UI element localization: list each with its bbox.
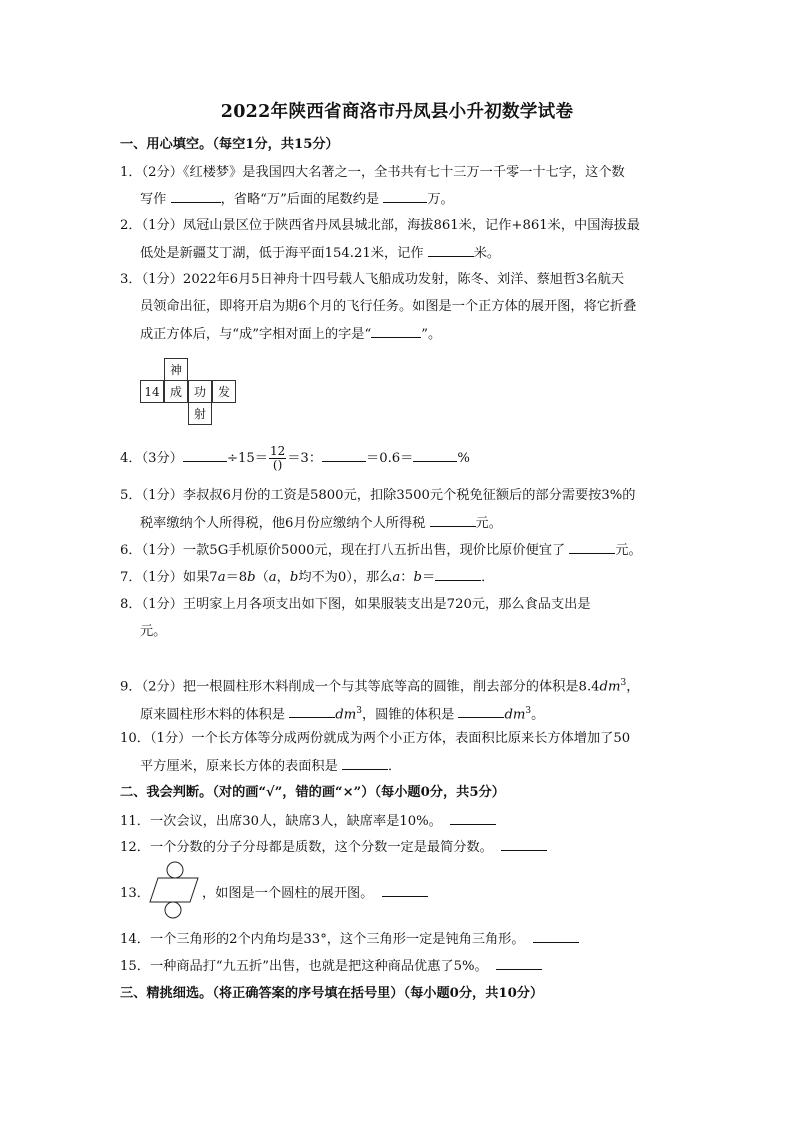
question-11: 11．一次会议，出席30人，缺席3人，缺席率是10%。 [120,812,496,831]
question-2-line-2: 低处是新疆艾丁湖，低于海平面154.21米，记作 米。 [140,246,501,261]
answer-blank[interactable] [533,930,579,943]
cylinder-net-figure [146,860,202,920]
answer-blank[interactable] [413,449,457,462]
question-13: 13． ，如图是一个圆柱的展开图。 [120,884,428,903]
top-circle [167,862,183,878]
answer-blank[interactable] [382,884,428,897]
answer-blank[interactable] [171,190,221,203]
section-1-heading: 一、用心填空。（每空1分，共15分） [120,137,339,152]
net-cell-left: 14 [140,380,164,403]
question-8-line-2: 元。 [140,624,167,639]
net-cell-top: 神 [164,358,188,381]
question-3-line-3: 成正方体后，与“成”字相对面上的字是“ ”。 [140,327,442,342]
question-2-line-1: 2．（1分）凤冠山景区位于陕西省丹凤县城北部，海拔861米，记作+861米，中国海拔最 [120,218,640,233]
answer-blank[interactable] [342,757,388,770]
answer-blank[interactable] [322,449,366,462]
answer-blank[interactable] [450,812,496,825]
question-4: 4．（3分） ÷15＝ $\frac{12}{()}$ ＝3： ＝0.6＝ % [120,444,470,472]
answer-blank[interactable] [183,449,227,462]
question-5-line-1: 5．（1分）李叔叔6月份的工资是5800元，扣除3500元个税免征额后的部分需要按3%的 [120,488,636,503]
question-7: 7．（1分）如果7a＝8b（a，b均不为0），那么a：b＝ ． [120,570,495,585]
section-3-heading: 三、精挑细选。（将正确答案的序号填在括号里）（每小题0分，共10分） [120,986,544,1001]
answer-blank[interactable] [501,838,547,851]
question-9-line-1: 9．（2分）把一根圆柱形木料削成一个与其等底等高的圆锥，削去部分的体积是$8.4dm^3$， [120,678,640,695]
answer-blank[interactable] [435,568,481,581]
question-6: 6．（1分）一款5G手机原价5000元，现在打八五折出售，现价比原价便宜了 元。 [120,543,642,558]
answer-blank[interactable] [496,957,542,970]
section-2-heading: 二、我会判断。（对的画“√”，错的画“×”）（每小题0分，共5分） [120,785,505,800]
cube-net-figure [140,358,240,428]
net-cell-bottom: 射 [188,402,212,425]
bottom-circle [165,902,181,918]
question-1-line-2: 写作 ，省略“万”后面的尾数约是 万。 [140,192,454,207]
net-cell-right-1: 功 [188,380,212,403]
fraction: $\frac{12}{()}$ [269,444,286,472]
parallelogram-side [150,878,198,902]
net-cell-right-2: 发 [212,380,236,403]
page-title: 2022年陕西省商洛市丹凤县小升初数学试卷 [220,102,574,122]
answer-blank[interactable] [383,190,427,203]
question-15: 15．一种商品打“九五折”出售，也就是把这种商品优惠了5%。 [120,957,542,976]
question-5-line-2: 税率缴纳个人所得税，他6月份应缴纳个人所得税 元。 [140,516,502,531]
question-8-line-1: 8．（1分）王明家上月各项支出如下图，如果服装支出是720元，那么食品支出是 [120,597,591,612]
question-14: 14．一个三角形的2个内角均是33°，这个三角形一定是钝角三角形。 [120,930,579,949]
answer-blank[interactable] [289,705,335,718]
question-3-line-1: 3．（1分）2022年6月5日神舟十四号载人飞船成功发射，陈冬、刘洋、蔡旭哲3名航天 [120,272,625,287]
question-12: 12．一个分数的分子分母都是质数，这个分数一定是最简分数。 [120,838,547,857]
answer-blank[interactable] [371,325,421,338]
answer-blank[interactable] [569,541,615,554]
question-3-line-2: 员领命出征，即将开启为期6个月的飞行任务。如图是一个正方体的展开图，将它折叠 [140,299,637,314]
question-10-line-1: 10．（1分）一个长方体等分成两份就成为两个小正方体，表面积比原来长方体增加了50 [120,731,631,746]
question-9-line-2: 原来圆柱形木料的体积是 $dm^3$，圆锥的体积是 $dm^3$。 [140,706,545,723]
question-1-line-1: 1．（2分）《红楼梦》是我国四大名著之一，全书共有七十三万一千零一十七字，这个数 [120,165,625,180]
net-cell-center: 成 [164,380,188,403]
question-10-line-2: 平方厘米，原来长方体的表面积是 ． [140,759,402,774]
answer-blank[interactable] [458,705,504,718]
answer-blank[interactable] [430,514,476,527]
answer-blank[interactable] [428,244,474,257]
